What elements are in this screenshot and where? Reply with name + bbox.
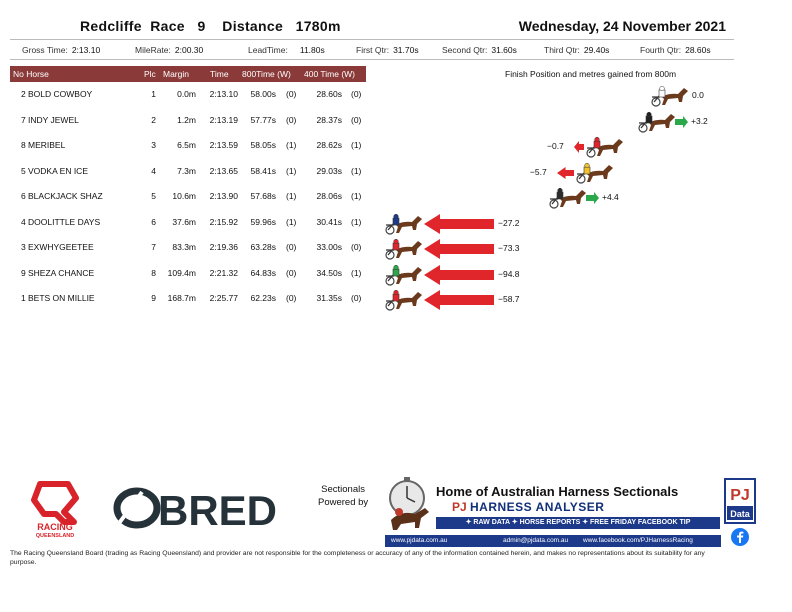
cell-margin: 0.0m — [177, 89, 196, 99]
mile-rate: MileRate: 2:00.30 — [135, 45, 204, 55]
finish-panel-title: Finish Position and metres gained from 800m — [505, 69, 677, 79]
cell-800time: 57.68s — [250, 191, 276, 201]
cell-800w: (0) — [286, 114, 297, 125]
cell-800w: (1) — [286, 140, 297, 150]
cell-margin: 7.3m — [177, 165, 196, 176]
cell-time: 2:15.92 — [209, 216, 238, 227]
cell-400time: 28.62s — [316, 140, 342, 150]
cell-400time: 33.00s — [316, 242, 342, 252]
pj-email-link[interactable]: admin@pjdata.com.au — [503, 537, 569, 544]
cell-no: 6 — [21, 191, 26, 201]
cell-no: 2 — [21, 89, 26, 99]
cell-time: 2:13.10 — [209, 89, 238, 99]
cell-400w: (0) — [351, 114, 362, 125]
cell-400w: (1) — [351, 165, 362, 176]
col-plc: Plc — [144, 69, 156, 79]
gain-label: −73.3 — [498, 243, 520, 253]
pj-facebook-link[interactable]: www.facebook.com/PJHarnessRacing — [583, 537, 693, 544]
horse-icon — [585, 136, 625, 158]
race-date: Wednesday, 24 November 2021 — [518, 18, 726, 34]
cell-400w: (0) — [351, 293, 362, 303]
loss-arrow — [424, 213, 494, 235]
cell-no: 9 — [21, 267, 26, 278]
cell-margin: 109.4m — [167, 267, 196, 278]
cell-margin: 6.5m — [177, 140, 196, 150]
cell-plc: 3 — [151, 140, 156, 150]
horse-icon — [384, 264, 424, 286]
loss-arrow — [574, 136, 584, 158]
pj-feature-bar: ✦ RAW DATA ✦ HORSE REPORTS ✦ FREE FRIDAY FACEBOOK TIP — [436, 517, 720, 529]
cell-plc: 4 — [151, 165, 156, 176]
cell-800w: (0) — [286, 242, 297, 252]
svg-text:PJ: PJ — [730, 487, 750, 504]
sectionals-powered — [318, 483, 368, 509]
cell-time: 2:13.65 — [209, 165, 238, 176]
race-title: Redcliffe Race 9 Distance 1780m — [80, 18, 341, 34]
cell-horse: SHEZA CHANCE — [28, 267, 95, 278]
cell-800w: (1) — [286, 165, 297, 176]
cell-400time: 28.60s — [316, 89, 342, 99]
bred-text: BRED — [158, 487, 278, 530]
col-time: Time — [210, 69, 229, 79]
first-qtr: First Qtr: 31.70s — [356, 45, 419, 55]
pj-subtitle: HARNESS ANALYSER — [470, 500, 605, 514]
header-divider — [10, 39, 734, 40]
pj-website-link[interactable]: www.pjdata.com.au — [391, 537, 448, 544]
cell-horse: BOLD COWBOY — [28, 89, 93, 99]
queensland-text: QUEENSLAND — [35, 533, 75, 538]
cell-time: 2:13.19 — [209, 114, 238, 125]
gain-label: −94.8 — [498, 268, 520, 279]
cell-horse: BETS ON MILLIE — [28, 293, 95, 303]
cell-400w: (1) — [351, 140, 362, 150]
pj-data-logo — [724, 478, 756, 524]
cell-800w: (1) — [286, 191, 297, 201]
cell-margin: 10.6m — [172, 191, 196, 201]
cell-400w: (1) — [351, 216, 362, 227]
racing-queensland-logo — [24, 478, 86, 538]
cell-time: 2:19.36 — [209, 242, 238, 252]
cell-400w: (0) — [351, 89, 362, 99]
gain-arrow — [675, 116, 689, 128]
cell-horse: EXWHYGEETEE — [28, 242, 94, 252]
cell-time: 2:13.59 — [209, 140, 238, 150]
horse-icon — [548, 187, 588, 209]
cell-no: 1 — [21, 293, 26, 303]
gain-label: −58.7 — [498, 294, 520, 304]
third-qtr: Third Qtr: 29.40s — [544, 45, 610, 55]
fourth-qtr: Fourth Qtr: 28.60s — [640, 45, 711, 55]
qbred-logo — [112, 486, 302, 530]
sectionals-label: Sectionals — [321, 484, 365, 495]
gain-label: +3.2 — [691, 115, 708, 126]
cell-plc: 9 — [151, 293, 156, 303]
lead-time: LeadTime: 11.80s — [248, 45, 325, 55]
cell-800w: (0) — [286, 89, 297, 99]
gain-label: −5.7 — [529, 166, 547, 177]
loss-arrow — [424, 238, 494, 260]
cell-800time: 63.28s — [250, 242, 276, 252]
cell-time: 2:21.32 — [209, 267, 238, 278]
cell-400time: 28.37s — [316, 114, 342, 125]
cell-plc: 7 — [151, 242, 156, 252]
cell-plc: 1 — [151, 89, 156, 99]
gain-label: −0.7 — [547, 141, 564, 151]
disclaimer: The Racing Queensland Board (trading as Racing Queensland) and provider are not responsible for the completeness or accuracy of any of the information contained herein, and makes no representations about its suitability for any purpose. — [10, 550, 705, 566]
cell-800w: (1) — [286, 216, 297, 227]
col-400time: 400 Time (W) — [304, 69, 356, 79]
gross-time: Gross Time: 2:13.10 — [22, 45, 101, 55]
cell-time: 2:13.90 — [209, 191, 238, 201]
cell-no: 7 — [21, 114, 26, 125]
col-no-horse: No Horse — [13, 69, 49, 79]
cell-800time: 58.41s — [250, 165, 276, 176]
gain-label: +4.4 — [602, 192, 619, 202]
cell-800w: (0) — [286, 293, 297, 303]
cell-800w: (0) — [286, 267, 297, 278]
racing-qld-text: RACING — [37, 522, 73, 532]
horse-icon — [384, 238, 424, 260]
facebook-icon[interactable] — [731, 528, 749, 546]
pj-data-word: Data — [730, 509, 750, 519]
cell-400time: 29.03s — [316, 165, 342, 176]
cell-margin: 37.6m — [172, 216, 196, 227]
cell-400w: (0) — [351, 242, 362, 252]
cell-plc: 6 — [151, 216, 156, 227]
cell-time: 2:25.77 — [209, 293, 238, 303]
cell-800time: 58.05s — [250, 140, 276, 150]
cell-no: 5 — [21, 165, 26, 176]
cell-no: 4 — [21, 216, 26, 227]
second-qtr: Second Qtr: 31.60s — [442, 45, 517, 55]
pj-headline: Home of Australian Harness Sectionals — [436, 484, 679, 499]
cell-margin: 168.7m — [167, 293, 196, 303]
cell-horse: VODKA EN ICE — [28, 165, 88, 176]
stats-divider — [10, 59, 734, 60]
cell-horse: INDY JEWEL — [28, 114, 79, 125]
gain-arrow — [586, 192, 600, 204]
cell-plc: 5 — [151, 191, 156, 201]
cell-800time: 59.96s — [250, 216, 276, 227]
pj-mark: PJ — [452, 500, 467, 514]
cell-horse: BLACKJACK SHAZ — [28, 191, 103, 201]
pj-links-bar — [385, 535, 721, 547]
cell-horse: MERIBEL — [28, 140, 66, 150]
cell-margin: 83.3m — [172, 242, 196, 252]
cell-800time: 58.00s — [250, 89, 276, 99]
horse-icon — [650, 85, 690, 107]
cell-400time: 34.50s — [316, 267, 342, 278]
cell-plc: 2 — [151, 114, 156, 125]
cell-400w: (1) — [351, 191, 362, 201]
cell-800time: 62.23s — [250, 293, 276, 303]
horse-icon — [637, 111, 677, 133]
cell-no: 8 — [21, 140, 26, 150]
cell-400w: (1) — [351, 267, 362, 278]
horse-icon — [384, 289, 424, 311]
gain-label: −27.2 — [498, 217, 520, 228]
cell-400time: 30.41s — [316, 216, 342, 227]
cell-400time: 28.06s — [316, 191, 342, 201]
stopwatch-horse-icon — [385, 476, 435, 534]
cell-400time: 31.35s — [316, 293, 342, 303]
loss-arrow — [424, 289, 494, 311]
cell-margin: 1.2m — [177, 114, 196, 125]
gain-label: 0.0 — [692, 90, 704, 100]
cell-800time: 64.83s — [250, 267, 276, 278]
cell-horse: DOOLITTLE DAYS — [28, 216, 101, 227]
col-800time: 800Time (W) — [242, 69, 291, 79]
col-margin: Margin — [163, 69, 189, 79]
powered-by-label: Powered by — [318, 497, 369, 508]
cell-800time: 57.77s — [250, 114, 276, 125]
horse-icon — [575, 162, 615, 184]
cell-plc: 8 — [151, 267, 156, 278]
loss-arrow — [557, 162, 574, 184]
horse-icon — [384, 213, 424, 235]
cell-no: 3 — [21, 242, 26, 252]
loss-arrow — [424, 264, 494, 286]
